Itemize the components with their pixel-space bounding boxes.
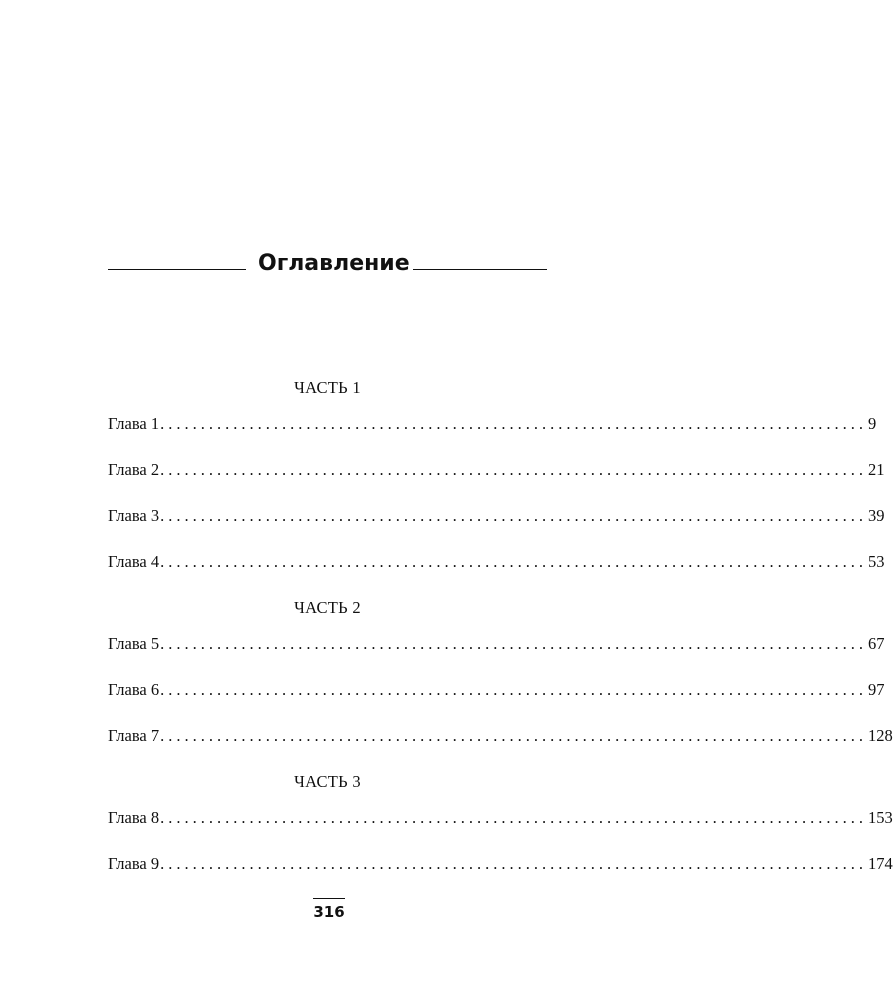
toc-entry-chapter-5[interactable] [108,633,885,655]
toc-entry-chapter-4[interactable] [108,551,885,573]
chapter-page-number: 21 [868,460,885,479]
chapter-page-number: 153 [868,808,893,827]
chapter-label: Глава 5 [108,634,160,653]
dot-leader: ....................................................................................... [160,726,868,745]
chapter-label: Глава 3 [108,506,160,525]
part-heading-3: ЧАСТЬ 3 [294,772,361,791]
dot-leader: ....................................................................................... [160,506,868,525]
chapter-page-number: 67 [868,634,885,653]
toc-entry-chapter-8[interactable] [108,807,893,829]
title-rule-left [108,269,246,270]
chapter-page-number: 97 [868,680,885,699]
dot-leader: ....................................................................................... [160,552,868,571]
chapter-page-number: 128 [868,726,893,745]
title-rule-right [413,269,547,270]
toc-entry-chapter-3[interactable] [108,505,885,527]
dot-leader: ....................................................................................... [160,808,868,827]
chapter-page-number: 39 [868,506,885,525]
dot-leader: ....................................................................................... [160,854,868,873]
chapter-label: Глава 7 [108,726,160,745]
toc-entry-chapter-7[interactable] [108,725,893,747]
part-heading-1: ЧАСТЬ 1 [294,378,361,397]
chapter-page-number: 9 [868,414,877,433]
chapter-label: Глава 6 [108,680,160,699]
toc-entry-chapter-1[interactable] [108,413,877,435]
chapter-label: Глава 1 [108,414,160,433]
chapter-label: Глава 8 [108,808,160,827]
dot-leader: ....................................................................................... [160,460,868,479]
chapter-label: Глава 2 [108,460,160,479]
toc-entry-chapter-2[interactable] [108,459,885,481]
dot-leader: ....................................................................................... [160,414,868,433]
toc-entry-chapter-9[interactable] [108,853,893,875]
dot-leader: ....................................................................................... [160,680,868,699]
toc-title-block [108,244,547,284]
chapter-label: Глава 9 [108,854,160,873]
part-heading-2: ЧАСТЬ 2 [294,598,361,617]
folio-rule [313,898,345,899]
chapter-page-number: 174 [868,854,893,873]
toc-entry-chapter-6[interactable] [108,679,885,701]
page-title: Оглавление [258,251,410,276]
dot-leader: ....................................................................................... [160,634,868,653]
chapter-page-number: 53 [868,552,885,571]
page-number: 316 [313,903,345,921]
chapter-label: Глава 4 [108,552,160,571]
